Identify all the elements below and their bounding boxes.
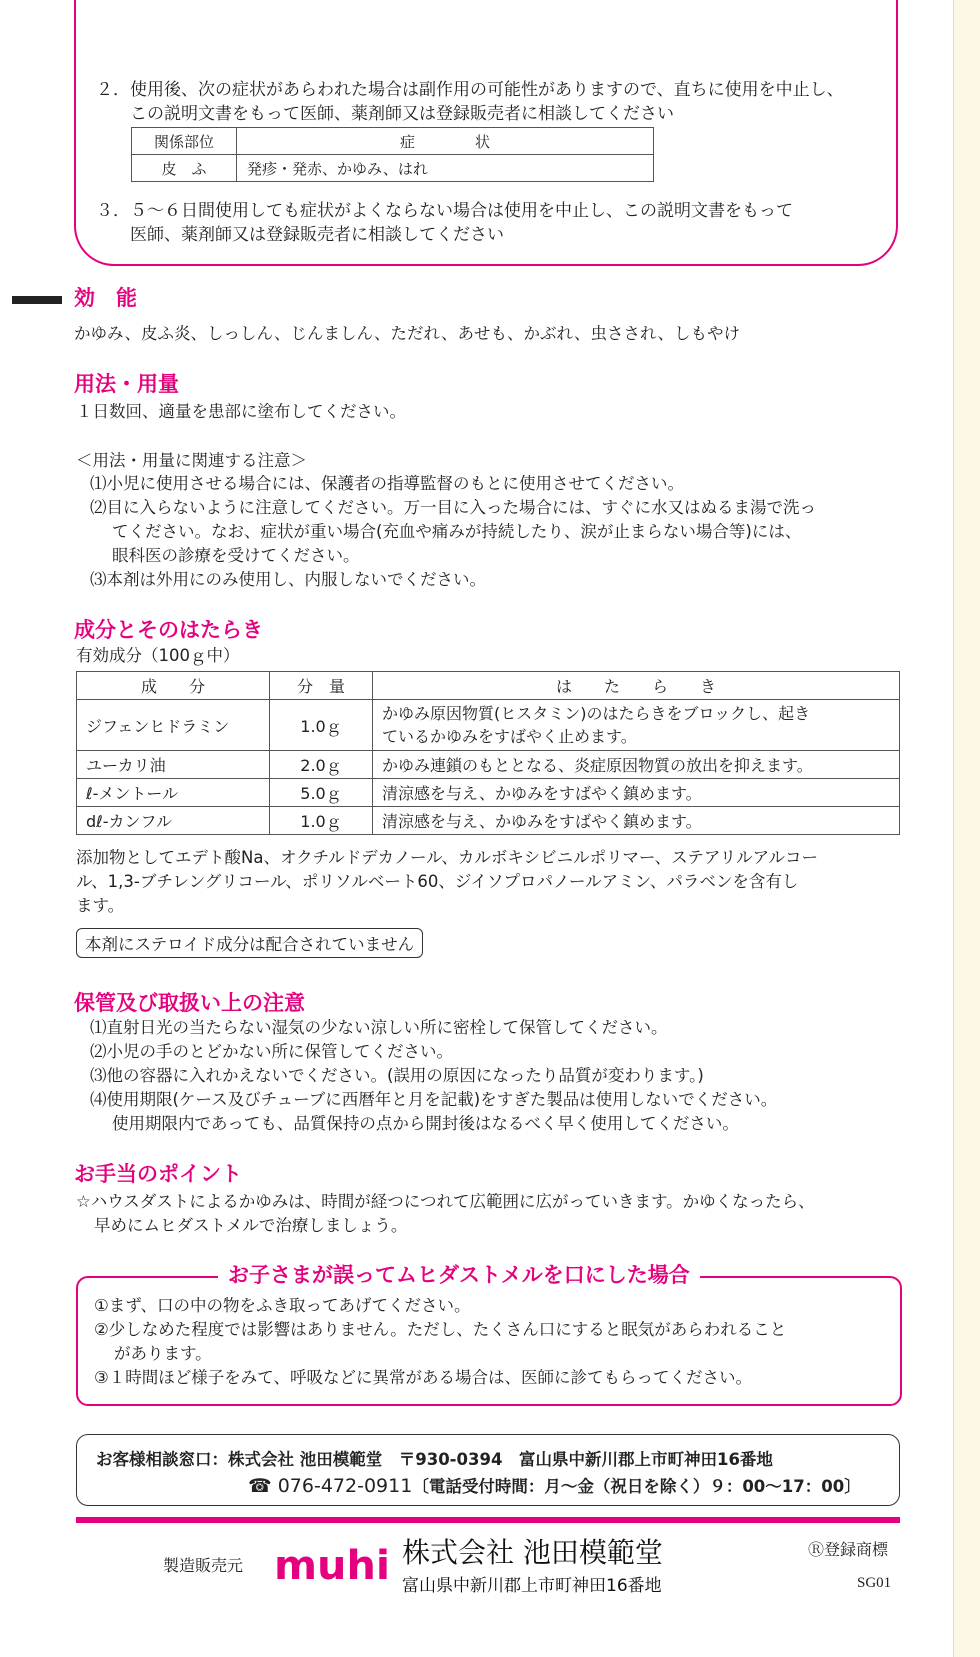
section-marker [12, 296, 62, 304]
storage-item-1: ⑴直射日光の当たらない湿気の少ない涼しい所に密栓して保管してください。 [90, 1018, 668, 1037]
table-row [77, 751, 900, 779]
ingredient-amount: 5.0ｇ [270, 779, 373, 807]
ingestion-item-2-line2: があります。 [114, 1344, 212, 1363]
additives-line3: ます。 [76, 896, 125, 915]
ingredient-name: ユーカリ油 [77, 751, 270, 779]
usage-note-2-line1: ⑵目に入らないように注意してください。万一目に入った場合には、すぐに水又はぬるま湯で洗っ [90, 498, 816, 517]
additives-line1: 添加物としてエデト酸Na、オクチルドデカノール、カルボキシビニルポリマー、ステアリルアルコー [76, 848, 819, 867]
side-effect-item-2-line1: ２．使用後、次の症状があらわれた場合は副作用の可能性がありますので、直ちに使用を中止し、 [96, 80, 844, 100]
header-amount: 分 量 [270, 672, 373, 700]
contact-phone: ☎ 076-472-0911 [248, 1475, 413, 1497]
usage-note-3: ⑶本剤は外用にのみ使用し、内服しないでください。 [90, 570, 486, 589]
table-row [77, 779, 900, 807]
steroid-note: 本剤にステロイド成分は配合されていません [76, 928, 423, 958]
ingredient-amount: 2.0ｇ [270, 751, 373, 779]
ingredient-name: dℓ-カンフル [77, 807, 270, 835]
table-row [77, 807, 900, 835]
usage-note-1: ⑴小児に使用させる場合には、保護者の指導監督のもとに使用させてください。 [90, 474, 684, 493]
storage-item-4-line1: ⑷使用期限(ケース及びチューブに西暦年と月を記載)をすぎた製品は使用しないでください。 [90, 1090, 778, 1109]
ingestion-item-3: ③１時間ほど様子をみて、呼吸などに異常がある場合は、医師に診てもらってください。 [94, 1368, 752, 1387]
usage-text: １日数回、適量を患部に塗布してください。 [76, 402, 406, 421]
ingestion-item-1: ①まず、口の中の物をふき取ってあげてください。 [94, 1296, 471, 1315]
ingredient-amount: 1.0ｇ [270, 807, 373, 835]
contact-line: お客様相談窓口：株式会社 池田模範堂 〒930-0394 富山県中新川郡上市町神田16番地 [96, 1450, 773, 1469]
storage-item-4-line2: 使用期限内であっても、品質保持の点から開封後はなるべく早く使用してください。 [112, 1114, 739, 1133]
maker-label: 製造販売元 [163, 1556, 244, 1575]
storage-item-3: ⑶他の容器に入れかえないでください。(誤用の原因になったり品質が変わります。) [90, 1066, 704, 1085]
company-name: 株式会社 池田模範堂 [402, 1536, 663, 1569]
ingestion-item-2-line1: ②少しなめた程度では影響はありません。ただし、たくさん口にすると眠気があらわれること [94, 1320, 787, 1339]
usage-note-2-line3: 眼科医の診療を受けてください。 [112, 546, 360, 565]
page-edge [953, 0, 980, 1657]
ingredients-table [76, 671, 900, 835]
efficacy-title: 効 能 [74, 286, 137, 310]
ingredients-subtitle: 有効成分（100ｇ中） [76, 646, 240, 665]
header-name: 成 分 [77, 672, 270, 700]
document-code: SG01 [857, 1575, 892, 1591]
side-effect-item-3-line1: ３．５〜６日間使用しても症状がよくならない場合は使用を中止し、この説明文書をもって [96, 201, 793, 221]
ingredient-name: ℓ-メントール [77, 779, 270, 807]
ingredient-name: ジフェンヒドラミン [77, 700, 270, 751]
ingredient-action-line1: かゆみ原因物質(ヒスタミン)のはたらきをブロックし、起き [382, 704, 811, 723]
side-effect-item-2-line2: この説明文書をもって医師、薬剤師又は登録販売者に相談してください [130, 104, 674, 124]
logo-wordmark: muhi [274, 1546, 390, 1584]
ingestion-title: お子さまが誤ってムヒダストメルを口にした場合 [218, 1259, 700, 1289]
usage-note-2-line2: てください。なお、症状が重い場合(充血や痛みが持続したり、涙が止まらない場合等)には、 [112, 522, 802, 541]
ingredient-amount: 1.0ｇ [270, 700, 373, 751]
contact-hours: 〔電話受付時間：月〜金（祝日を除く）９：00〜17：00〕 [412, 1477, 861, 1496]
ingredient-action: 清涼感を与え、かゆみをすばやく鎮めます。 [373, 779, 900, 807]
ingredients-title: 成分とそのはたらき [74, 618, 263, 642]
table-row [77, 700, 900, 751]
storage-title: 保管及び取扱い上の注意 [74, 991, 305, 1015]
trademark-note: Ⓡ登録商標 [808, 1540, 889, 1559]
header-part: 関係部位 [132, 128, 237, 155]
usage-title: 用法・用量 [74, 372, 179, 396]
header-action: は た ら き [373, 672, 900, 700]
company-address: 富山県中新川郡上市町神田16番地 [402, 1576, 662, 1596]
side-effect-table [131, 127, 654, 182]
footer-bar [76, 1517, 900, 1523]
muhi-logo [274, 1546, 390, 1584]
row-symptom: 発疹・発赤、かゆみ、はれ [237, 155, 654, 182]
efficacy-text: かゆみ、皮ふ炎、しっしん、じんましん、ただれ、あせも、かぶれ、虫さされ、しもやけ [74, 324, 740, 343]
ingredient-action: 清涼感を与え、かゆみをすばやく鎮めます。 [373, 807, 900, 835]
ingredient-action [373, 700, 900, 751]
ingredient-action-line2: ているかゆみをすばやく止めます。 [382, 727, 637, 746]
usage-note-title: ＜用法・用量に関連する注意＞ [76, 451, 307, 470]
tips-line2: 早めにムヒダストメルで治療しましょう。 [94, 1216, 408, 1235]
storage-item-2: ⑵小児の手のとどかない所に保管してください。 [90, 1042, 453, 1061]
row-part: 皮 ふ [132, 155, 237, 182]
tips-line1: ☆ハウスダストによるかゆみは、時間が経つにつれて広範囲に広がっていきます。かゆくなったら、 [76, 1192, 815, 1211]
ingredient-action: かゆみ連鎖のもととなる、炎症原因物質の放出を抑えます。 [373, 751, 900, 779]
side-effect-item-3-line2: 医師、薬剤師又は登録販売者に相談してください [130, 225, 504, 245]
additives-line2: ル、1,3-ブチレングリコール、ポリソルベート60、ジイソプロパノールアミン、パラベンを含有し [76, 872, 799, 891]
contact-phone-row [248, 1473, 861, 1497]
tips-title: お手当のポイント [74, 1162, 242, 1186]
header-symptom: 症 状 [237, 128, 654, 155]
